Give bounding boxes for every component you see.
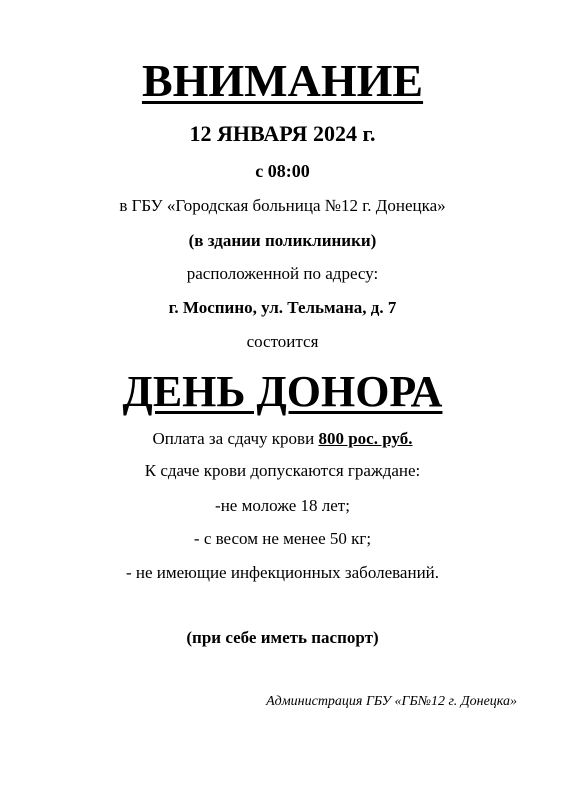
will-take-place-text: состоится bbox=[246, 332, 319, 351]
address-label: расположенной по адресу: bbox=[186, 264, 379, 283]
event-date: 12 ЯНВАРЯ 2024 г. bbox=[189, 121, 376, 146]
passport-note: (при себе иметь паспорт) bbox=[186, 628, 379, 647]
notice-title: ВНИМАНИЕ bbox=[141, 55, 424, 106]
payment-line bbox=[0, 430, 565, 447]
eligibility-heading: К сдаче крови допускаются граждане: bbox=[144, 461, 421, 480]
building-note: (в здании поликлиники) bbox=[188, 231, 377, 250]
requirement-item: -не моложе 18 лет; bbox=[215, 496, 350, 515]
requirement-item: - с весом не менее 50 кг; bbox=[193, 529, 372, 548]
payment-label: Оплата за сдачу крови bbox=[152, 429, 319, 448]
address: г. Моспино, ул. Тельмана, д. 7 bbox=[168, 298, 397, 317]
hospital-name: в ГБУ «Городская больница №12 г. Донецка» bbox=[119, 196, 446, 215]
payment-amount: 800 рос. руб. bbox=[318, 429, 413, 448]
signature: Администрация ГБУ «ГБ№12 г. Донецка» bbox=[266, 694, 517, 709]
event-name: ДЕНЬ ДОНОРА bbox=[122, 367, 443, 416]
event-time: с 08:00 bbox=[255, 161, 310, 181]
requirement-item: - не имеющие инфекционных заболеваний. bbox=[125, 563, 440, 582]
